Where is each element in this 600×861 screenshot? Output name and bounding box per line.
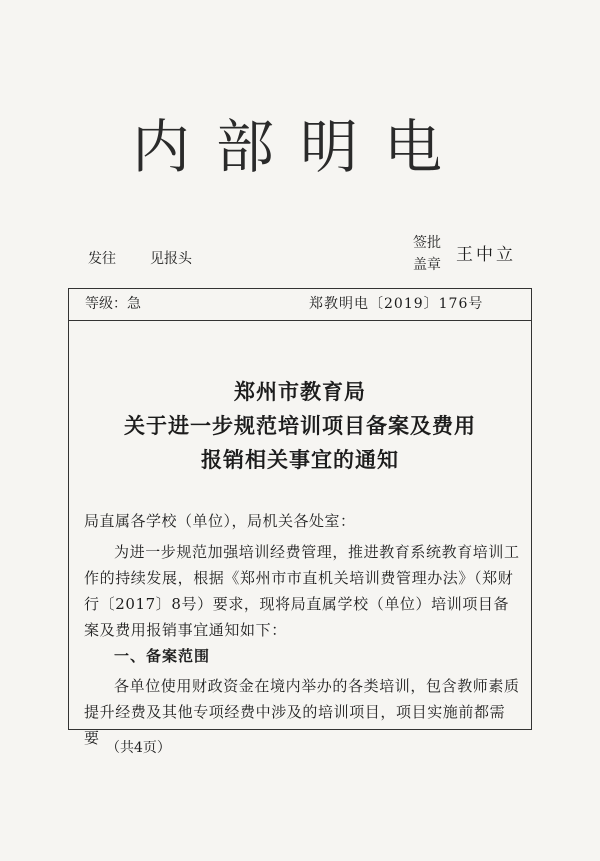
body-paragraph-1-block [84, 539, 520, 643]
body-paragraph-2: 各单位使用财政资金在境内举办的各类培训，包含教师素质提升经费及其他专项经费中涉及的培训项目，项目实施前都需要 [84, 677, 520, 747]
urgency-grade: 等级：急 [85, 296, 141, 312]
recipient-line: 局直属各学校（单位），局机关各处室： [84, 512, 356, 530]
grade-row [69, 289, 531, 321]
send-to-row [88, 248, 192, 268]
sign-labels [413, 232, 441, 276]
signer-name: 王中立 [456, 245, 516, 265]
section-1-title: 一、备案范围 [114, 647, 211, 665]
headline-line-1: 郑州市教育局 [234, 379, 366, 404]
sign-seal-label: 盖章 [413, 257, 441, 273]
send-to-value: 见报头 [150, 251, 192, 267]
document-number: 郑教明电〔2019〕176号 [309, 296, 484, 312]
body-paragraph-1: 为进一步规范加强培训经费管理，推进教育系统教育培训工作的持续发展，根据《郑州市市直机关培训费管理办法》（郑财行〔2017〕8号）要求，现将局直属学校（单位）培训项目备案及费用报销事宜通知如下： [84, 543, 520, 639]
telegram-frame [68, 288, 532, 747]
headline-line-3: 报销相关事宜的通知 [201, 447, 399, 472]
page-count: （共4页） [106, 740, 171, 756]
document-title: 内部明电 [131, 113, 468, 181]
notice-headline [69, 375, 531, 477]
sign-approve-label: 签批 [413, 235, 441, 251]
send-to-label: 发往 [88, 251, 116, 267]
headline-line-2: 关于进一步规范培训项目备案及费用 [124, 413, 476, 438]
